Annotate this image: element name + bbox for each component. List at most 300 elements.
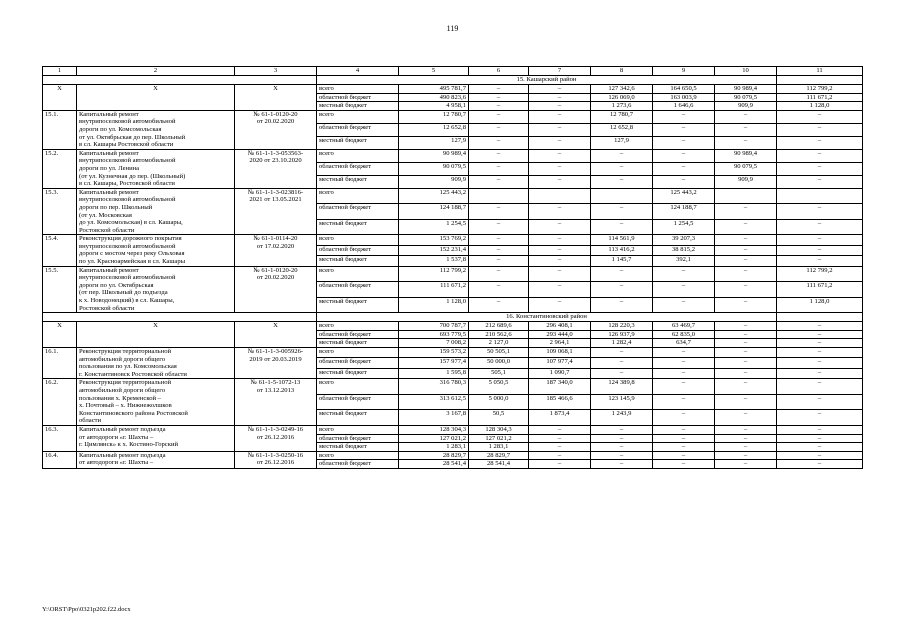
item-document-line: от 26.12.2016 [256, 459, 295, 467]
funding-source: всего [317, 348, 399, 358]
item-name-line: в сл. Кашары Ростовской области [79, 141, 174, 149]
amount-cell: – [653, 368, 715, 378]
item-document-line: № 61-1-0120-20 [253, 266, 298, 274]
amount-cell: – [777, 256, 863, 266]
item-row [43, 379, 863, 395]
amount-cell: – [591, 266, 653, 282]
amount-cell: – [715, 110, 777, 123]
amount-cell: – [777, 368, 863, 378]
item-name-line: х. Почтовый – х. Нижнежолшков [79, 402, 172, 410]
amount-cell [715, 188, 777, 204]
amount-cell: 1 128,0 [399, 297, 469, 313]
amount-cell: – [469, 102, 529, 111]
funding-source: местный бюджет [317, 219, 399, 235]
funding-source: областной бюджет [317, 93, 399, 102]
item-document-line: № 61-1-1-3-053563- [247, 149, 304, 157]
item-document-line: № 61-1-5-1072-13 [250, 379, 301, 387]
amount-cell: 1 282,4 [591, 339, 653, 348]
amount-cell: 127 021,2 [469, 434, 529, 443]
amount-cell: – [653, 175, 715, 188]
amount-cell: 50,5 [469, 410, 529, 426]
funding-source: местный бюджет [317, 339, 399, 348]
amount-cell: – [777, 149, 863, 162]
item-name-line: Ростовской области [79, 226, 135, 234]
amount-cell [591, 188, 653, 204]
amount-cell: – [653, 266, 715, 282]
amount-cell: – [529, 123, 591, 136]
amount-cell: – [529, 235, 591, 245]
item-name-line: автомобильной дороги общего [79, 386, 166, 394]
item-document [235, 110, 317, 149]
district-title: 16. Константиновский район [317, 313, 777, 322]
district-row [43, 76, 863, 85]
amount-cell: 39 207,3 [653, 235, 715, 245]
amount-cell: 125 443,2 [653, 188, 715, 204]
amount-cell: – [469, 235, 529, 245]
column-number: 3 [235, 67, 317, 76]
amount-cell: – [777, 175, 863, 188]
district-blank [777, 76, 863, 85]
amount-cell [529, 188, 591, 204]
amount-cell: 112 799,2 [777, 266, 863, 282]
amount-cell: 124 188,7 [399, 204, 469, 220]
funding-source: всего [317, 110, 399, 123]
amount-cell: 107 977,4 [529, 358, 591, 368]
amount-cell: – [469, 256, 529, 266]
funding-source: областной бюджет [317, 282, 399, 298]
item-document-line: № 61-1-1-3-005926- [247, 348, 304, 355]
item-number: 16.4. [43, 451, 77, 468]
item-row [43, 110, 863, 123]
amount-cell: – [591, 434, 653, 443]
item-document-line: от 13.12.2013 [256, 386, 295, 394]
item-row [43, 451, 863, 460]
funding-source: областной бюджет [317, 204, 399, 220]
funding-source: местный бюджет [317, 368, 399, 378]
amount-cell: – [715, 219, 777, 235]
item-document [235, 149, 317, 188]
amount-cell: 490 823,6 [399, 93, 469, 102]
item-document [235, 235, 317, 266]
amount-cell: – [715, 297, 777, 313]
item-name [77, 451, 235, 468]
item-name-line: внутрипоселковой автомобильной [79, 196, 176, 204]
amount-cell: – [777, 460, 863, 469]
amount-cell: 1 873,4 [529, 410, 591, 426]
amount-cell: 210 562,6 [469, 330, 529, 339]
amount-cell: – [529, 175, 591, 188]
funding-source: всего [317, 266, 399, 282]
amount-cell: 1 537,8 [399, 256, 469, 266]
amount-cell: – [529, 93, 591, 102]
summary-row [43, 85, 863, 94]
amount-cell: 63 469,7 [653, 322, 715, 331]
amount-cell: – [591, 460, 653, 469]
item-name-line: дороги по ул. Комсомольская [79, 125, 162, 133]
amount-cell: – [715, 443, 777, 452]
amount-cell: – [529, 266, 591, 282]
amount-cell: – [715, 434, 777, 443]
item-number: 16.3. [43, 425, 77, 451]
amount-cell: 127 021,2 [399, 434, 469, 443]
amount-cell: 111 671,2 [777, 93, 863, 102]
item-name-line: дороги по ул. Ленина [79, 164, 140, 172]
amount-cell: 163 003,9 [653, 93, 715, 102]
item-number: 16.2. [43, 379, 77, 426]
item-document-line: от 17.02.2020 [256, 242, 295, 250]
budget-table [42, 66, 863, 469]
amount-cell: – [653, 136, 715, 149]
amount-cell: – [777, 204, 863, 220]
amount-cell: – [591, 443, 653, 452]
column-number: 10 [715, 67, 777, 76]
amount-cell: – [715, 266, 777, 282]
item-name-line: от автодороги «г. Шахты – [79, 459, 154, 467]
amount-cell: – [591, 451, 653, 460]
amount-cell: 113 416,2 [591, 245, 653, 255]
amount-cell: – [591, 358, 653, 368]
item-document-line: от 26.12.2016 [256, 433, 295, 441]
amount-cell: 909,9 [715, 102, 777, 111]
amount-cell: 1 254,5 [653, 219, 715, 235]
item-name-line: Реконструкция территориальной [79, 379, 172, 387]
amount-cell: – [777, 348, 863, 358]
amount-cell: 4 958,1 [399, 102, 469, 111]
amount-cell: 50 505,1 [469, 348, 529, 358]
funding-source: всего [317, 451, 399, 460]
funding-source: областной бюджет [317, 123, 399, 136]
amount-cell: 1 090,7 [529, 368, 591, 378]
amount-cell: – [529, 425, 591, 434]
item-name-line: до ул. Комсомольская) в сл. Кашары, [79, 219, 183, 227]
amount-cell: 5 050,5 [469, 379, 529, 395]
column-number: 5 [399, 67, 469, 76]
amount-cell: – [469, 219, 529, 235]
amount-cell: – [777, 358, 863, 368]
amount-cell: – [469, 245, 529, 255]
amount-cell: – [653, 162, 715, 175]
funding-source: местный бюджет [317, 443, 399, 452]
amount-cell: – [469, 204, 529, 220]
amount-cell: 62 835,0 [653, 330, 715, 339]
item-name-line: к х. Новодонецкий) в сл. Кашары, [79, 297, 175, 305]
amount-cell: 187 340,0 [529, 379, 591, 395]
column-number: 6 [469, 67, 529, 76]
amount-cell: – [777, 425, 863, 434]
item-name-line: автомобильной дороги общего [79, 355, 166, 363]
item-name-line: от ул. Октябрьская до пер. Школьный [79, 133, 186, 141]
amount-cell: 313 612,5 [399, 394, 469, 410]
amount-cell: – [777, 339, 863, 348]
amount-cell: – [529, 162, 591, 175]
item-name-line: Реконструкция территориальной [79, 348, 172, 355]
item-name-line: (от пер. Школьный до подъезда [79, 289, 168, 297]
amount-cell: 185 466,6 [529, 394, 591, 410]
amount-cell: – [715, 204, 777, 220]
amount-cell: – [715, 394, 777, 410]
amount-cell [777, 188, 863, 204]
amount-cell: – [715, 368, 777, 378]
amount-cell: – [653, 434, 715, 443]
item-name-line: (от ул. Кузнечная до пер. (Школьный) [79, 172, 186, 180]
amount-cell: – [777, 322, 863, 331]
item-name-line: дороги с мостом через реку Ольховая [79, 250, 185, 258]
amount-cell: – [469, 297, 529, 313]
amount-cell: – [653, 297, 715, 313]
item-document [235, 188, 317, 235]
column-number: 2 [77, 67, 235, 76]
amount-cell: – [653, 379, 715, 395]
amount-cell: 128 304,3 [469, 425, 529, 434]
amount-cell: – [529, 443, 591, 452]
item-document [235, 379, 317, 426]
funding-source: областной бюджет [317, 245, 399, 255]
amount-cell: – [777, 434, 863, 443]
amount-cell: 1 243,9 [591, 410, 653, 426]
item-number: 15.5. [43, 266, 77, 313]
amount-cell: 296 408,1 [529, 322, 591, 331]
amount-cell: 212 689,6 [469, 322, 529, 331]
amount-cell: – [715, 330, 777, 339]
funding-source: всего [317, 322, 399, 331]
item-document-line: 2021 от 13.05.2021 [249, 196, 302, 204]
column-number: 7 [529, 67, 591, 76]
column-number: 4 [317, 67, 399, 76]
amount-cell: – [653, 460, 715, 469]
amount-cell: – [653, 149, 715, 162]
amount-cell: – [469, 93, 529, 102]
amount-cell: 1 283,1 [399, 443, 469, 452]
amount-cell: 157 977,4 [399, 358, 469, 368]
amount-cell: – [715, 348, 777, 358]
amount-cell: 634,7 [653, 339, 715, 348]
summary-marker: Х [43, 322, 77, 348]
amount-cell: 153 769,2 [399, 235, 469, 245]
amount-cell: – [529, 204, 591, 220]
amount-cell: 111 671,2 [777, 282, 863, 298]
amount-cell: – [591, 219, 653, 235]
amount-cell: – [653, 410, 715, 426]
funding-source: областной бюджет [317, 434, 399, 443]
amount-cell: 1 145,7 [591, 256, 653, 266]
item-document-line: 2019 от 20.03.2019 [249, 355, 302, 363]
amount-cell: – [715, 235, 777, 245]
amount-cell: – [653, 425, 715, 434]
amount-cell: 28 829,7 [469, 451, 529, 460]
funding-source: всего [317, 188, 399, 204]
column-number: 1 [43, 67, 77, 76]
amount-cell: – [529, 102, 591, 111]
amount-cell: – [777, 110, 863, 123]
amount-cell: – [777, 443, 863, 452]
funding-source: местный бюджет [317, 102, 399, 111]
item-number: 15.1. [43, 110, 77, 149]
amount-cell: – [469, 110, 529, 123]
item-name-line: Капитальный ремонт [79, 110, 139, 118]
amount-cell: – [715, 358, 777, 368]
amount-cell: – [653, 110, 715, 123]
amount-cell: – [715, 451, 777, 460]
amount-cell: 2 127,0 [469, 339, 529, 348]
column-number: 9 [653, 67, 715, 76]
amount-cell: – [777, 330, 863, 339]
item-name-line: г. Цимлянск» к х. Костино-Горский [79, 441, 178, 449]
amount-cell: – [715, 425, 777, 434]
amount-cell: 12 780,7 [399, 110, 469, 123]
item-name-line: области [79, 417, 102, 425]
funding-source: всего [317, 85, 399, 94]
amount-cell: 1 283,1 [469, 443, 529, 452]
funding-source: областной бюджет [317, 394, 399, 410]
amount-cell: 28 541,4 [469, 460, 529, 469]
amount-cell [469, 188, 529, 204]
funding-source: местный бюджет [317, 256, 399, 266]
amount-cell: – [469, 266, 529, 282]
amount-cell: – [529, 136, 591, 149]
summary-marker: Х [43, 85, 77, 111]
item-document-line: № 61-1-0114-20 [253, 235, 298, 243]
amount-cell: – [715, 379, 777, 395]
amount-cell: 90 079,5 [399, 162, 469, 175]
item-row [43, 266, 863, 282]
summary-row [43, 322, 863, 331]
item-document-line: № 61-1-1-3-0249-16 [247, 425, 304, 433]
amount-cell: – [653, 394, 715, 410]
amount-cell: – [653, 123, 715, 136]
amount-cell: – [529, 297, 591, 313]
amount-cell: – [591, 368, 653, 378]
amount-cell: – [715, 322, 777, 331]
summary-marker: Х [235, 322, 317, 348]
amount-cell: 505,1 [469, 368, 529, 378]
item-number: 15.3. [43, 188, 77, 235]
amount-cell: 109 068,1 [529, 348, 591, 358]
district-blank [43, 76, 317, 85]
item-row [43, 235, 863, 245]
funding-source: областной бюджет [317, 358, 399, 368]
amount-cell: – [653, 282, 715, 298]
amount-cell: – [653, 348, 715, 358]
amount-cell: 127,9 [399, 136, 469, 149]
amount-cell: – [777, 394, 863, 410]
amount-cell: 164 650,5 [653, 85, 715, 94]
amount-cell: 127 342,6 [591, 85, 653, 94]
item-name-line: Капитальный ремонт подъезда [79, 425, 166, 433]
item-document-line: № 61-1-0120-20 [253, 110, 298, 118]
amount-cell: – [529, 149, 591, 162]
item-name-line: Константиновского района Ростовской [79, 409, 188, 417]
funding-source: местный бюджет [317, 136, 399, 149]
item-name-line: пользования по ул. Комсомольская [79, 363, 177, 371]
amount-cell: 90 079,5 [715, 93, 777, 102]
amount-cell: 693 779,5 [399, 330, 469, 339]
amount-cell: 38 815,2 [653, 245, 715, 255]
amount-cell: – [777, 451, 863, 460]
item-document-line: № 61-1-1-3-0250-16 [247, 451, 304, 459]
amount-cell: 293 444,0 [529, 330, 591, 339]
funding-source: всего [317, 149, 399, 162]
item-name-line: Капитальный ремонт подъезда [79, 451, 166, 459]
amount-cell: – [591, 425, 653, 434]
amount-cell: – [529, 256, 591, 266]
amount-cell: 127,9 [591, 136, 653, 149]
amount-cell: 1 595,8 [399, 368, 469, 378]
item-document-line: № 61-1-1-3-023816- [247, 188, 304, 196]
funding-source: местный бюджет [317, 410, 399, 426]
item-name-line: внутрипоселковой автомобильной [79, 242, 176, 250]
footer-file-path: Y:\ORST\Ppo\0321p202.f22.docx [42, 606, 131, 613]
item-name-line: Ростовской области [79, 304, 135, 312]
amount-cell: 128 220,3 [591, 322, 653, 331]
amount-cell: 111 671,2 [399, 282, 469, 298]
amount-cell: 12 780,7 [591, 110, 653, 123]
amount-cell: 128 304,3 [399, 425, 469, 434]
item-number: 15.2. [43, 149, 77, 188]
amount-cell: 159 573,2 [399, 348, 469, 358]
amount-cell: – [777, 235, 863, 245]
item-name-line: Капитальный ремонт [79, 149, 139, 157]
amount-cell: 12 652,8 [399, 123, 469, 136]
amount-cell: – [715, 410, 777, 426]
item-name [77, 348, 235, 379]
amount-cell: – [469, 85, 529, 94]
amount-cell: – [777, 410, 863, 426]
amount-cell: 1 254,5 [399, 219, 469, 235]
amount-cell: 90 079,5 [715, 162, 777, 175]
amount-cell: 2 964,1 [529, 339, 591, 348]
amount-cell: 125 443,2 [399, 188, 469, 204]
amount-cell: – [469, 162, 529, 175]
amount-cell: – [777, 245, 863, 255]
amount-cell: – [529, 219, 591, 235]
amount-cell: 126 069,0 [591, 93, 653, 102]
amount-cell: 112 799,2 [399, 266, 469, 282]
amount-cell: – [591, 348, 653, 358]
funding-source: областной бюджет [317, 460, 399, 469]
item-name-line: внутрипоселковой автомобильной [79, 274, 176, 282]
amount-cell: 90 989,4 [715, 149, 777, 162]
funding-source: всего [317, 379, 399, 395]
amount-cell: – [777, 162, 863, 175]
district-blank [777, 313, 863, 322]
page-number: 119 [446, 24, 459, 33]
item-name-line: от автодороги «г. Шахты – [79, 433, 154, 441]
item-document [235, 425, 317, 451]
district-blank [43, 313, 317, 322]
amount-cell: – [591, 297, 653, 313]
amount-cell: 124 389,8 [591, 379, 653, 395]
amount-cell: – [715, 245, 777, 255]
amount-cell: – [777, 123, 863, 136]
amount-cell: 1 273,6 [591, 102, 653, 111]
amount-cell: – [715, 339, 777, 348]
funding-source: местный бюджет [317, 175, 399, 188]
amount-cell: – [529, 460, 591, 469]
amount-cell: 495 781,7 [399, 85, 469, 94]
amount-cell: 12 652,8 [591, 123, 653, 136]
item-row [43, 425, 863, 434]
amount-cell: 90 989,4 [399, 149, 469, 162]
amount-cell: 114 561,9 [591, 235, 653, 245]
amount-cell: 700 787,7 [399, 322, 469, 331]
item-row [43, 188, 863, 204]
item-name [77, 110, 235, 149]
amount-cell: – [591, 204, 653, 220]
amount-cell: – [715, 256, 777, 266]
amount-cell: 909,9 [715, 175, 777, 188]
amount-cell: 909,9 [399, 175, 469, 188]
item-document [235, 348, 317, 379]
